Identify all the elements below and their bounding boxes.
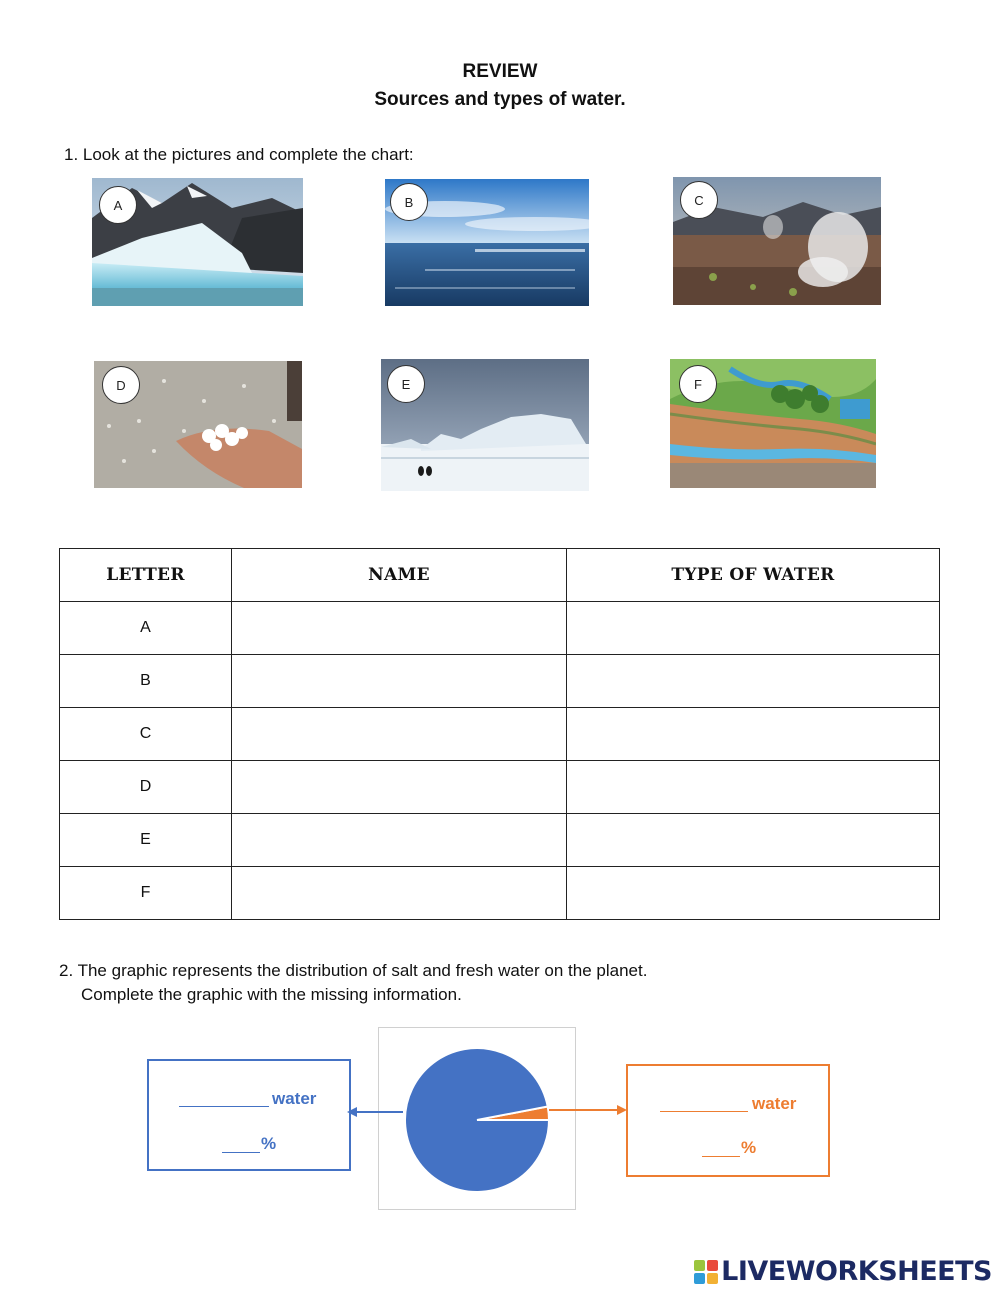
name-blank-line[interactable]: [179, 1106, 269, 1107]
name-answer-cell[interactable]: [232, 761, 567, 814]
question-2-text: 2. The graphic represents the distribution of salt and fresh water on the planet.: [59, 961, 648, 980]
type-answer-cell[interactable]: [567, 867, 940, 920]
type-answer-cell[interactable]: [567, 602, 940, 655]
type-answer-cell[interactable]: [567, 655, 940, 708]
percent-label: %: [741, 1138, 757, 1157]
table-row: [60, 867, 940, 920]
name-answer-cell[interactable]: [232, 814, 567, 867]
answer-chart-table: [59, 548, 940, 920]
name-blank-line[interactable]: [660, 1111, 748, 1112]
picture-label-e: E: [387, 365, 425, 403]
water-label: water: [272, 1089, 317, 1108]
water-label: water: [752, 1094, 797, 1113]
table-row: [60, 814, 940, 867]
percent-label: %: [261, 1134, 277, 1153]
column-header-name: NAME: [232, 549, 567, 602]
right-arrow-icon: [547, 1102, 629, 1118]
table-row: [60, 761, 940, 814]
type-answer-cell[interactable]: [567, 761, 940, 814]
picture-label-b: B: [390, 183, 428, 221]
type-answer-cell[interactable]: [567, 814, 940, 867]
left-arrow-icon: [345, 1104, 405, 1120]
name-answer-cell[interactable]: [232, 708, 567, 761]
row-letter: C: [60, 708, 232, 761]
name-answer-cell[interactable]: [232, 655, 567, 708]
picture-label-a: A: [99, 186, 137, 224]
table-header-row: [60, 549, 940, 602]
table-row: [60, 655, 940, 708]
salt-water-answer-box[interactable]: [147, 1059, 351, 1171]
question-2-instruction: Complete the graphic with the missing information.: [81, 985, 462, 1004]
table-row: [60, 602, 940, 655]
type-answer-cell[interactable]: [567, 708, 940, 761]
name-answer-cell[interactable]: [232, 867, 567, 920]
row-letter: B: [60, 655, 232, 708]
question-1-text: 1. Look at the pictures and complete the chart:: [64, 145, 414, 164]
brand-name: LIVEWORKSHEETS: [721, 1256, 992, 1287]
salt-water-slice: [405, 1048, 549, 1192]
column-header-type-of-water: TYPE OF WATER: [567, 549, 940, 602]
page-title: REVIEW: [462, 61, 538, 82]
table-row: [60, 708, 940, 761]
percent-blank-line[interactable]: [702, 1156, 740, 1157]
fresh-water-answer-box[interactable]: [626, 1064, 830, 1177]
name-answer-cell[interactable]: [232, 602, 567, 655]
liveworksheets-logo: [694, 1256, 992, 1287]
pie-chart-frame: [378, 1027, 576, 1210]
percent-blank-line[interactable]: [222, 1152, 260, 1153]
logo-cubes-icon: [694, 1260, 718, 1284]
row-letter: F: [60, 867, 232, 920]
picture-label-c: C: [680, 181, 718, 219]
row-letter: D: [60, 761, 232, 814]
page-subtitle: Sources and types of water.: [374, 89, 626, 110]
column-header-letter: LETTER: [60, 549, 232, 602]
row-letter: E: [60, 814, 232, 867]
picture-label-d: D: [102, 366, 140, 404]
salt-fresh-water-pie-chart: [379, 1028, 575, 1209]
picture-label-f: F: [679, 365, 717, 403]
row-letter: A: [60, 602, 232, 655]
